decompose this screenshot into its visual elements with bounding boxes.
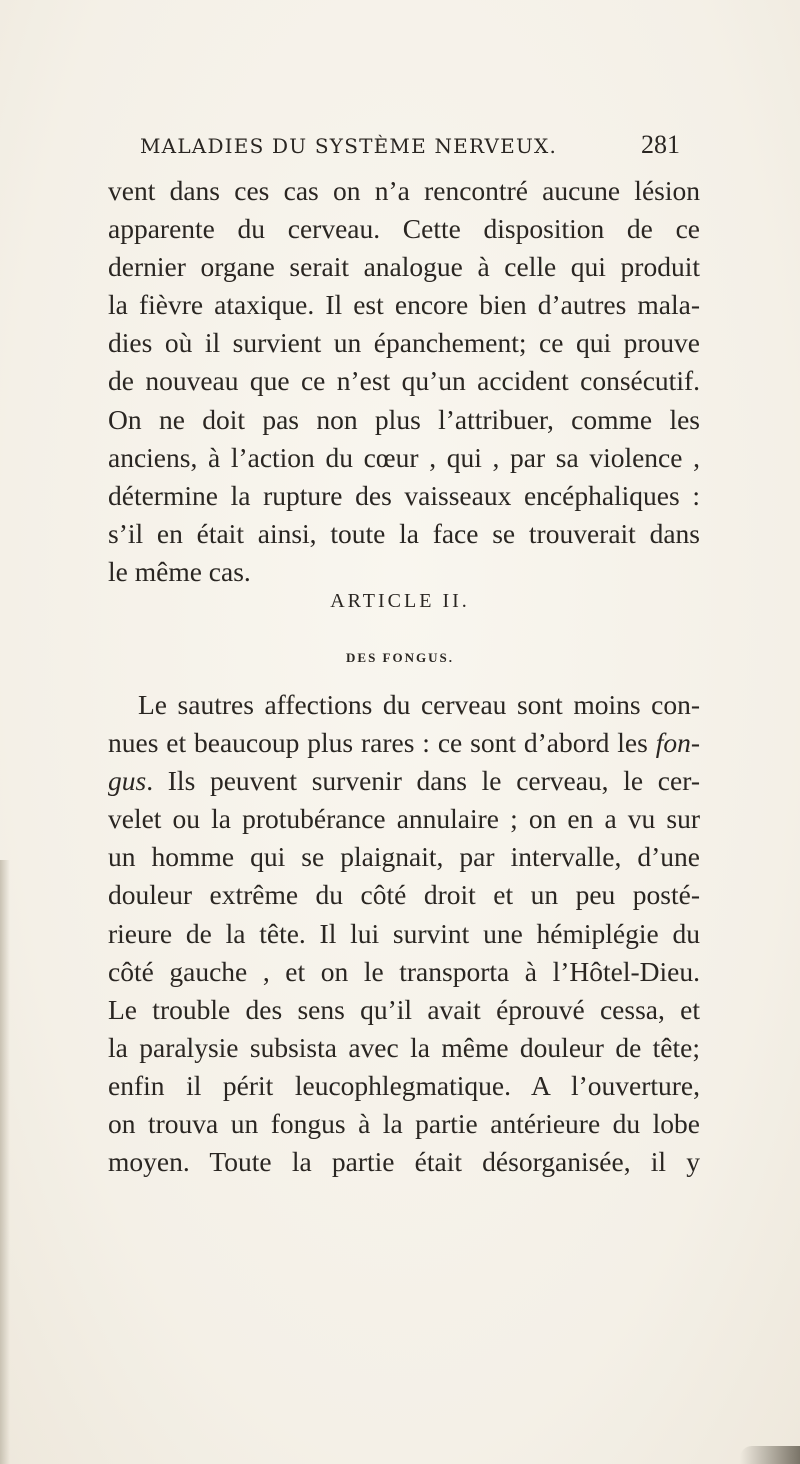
text-line: on trouva un fongus à la partie antérieure du lobe	[108, 1108, 700, 1140]
page-header	[140, 130, 680, 170]
text-line: de nouveau que ce n’est qu’un accident consécutif.	[108, 365, 700, 397]
text-line: détermine la rupture des vaisseaux encéphaliques :	[108, 479, 700, 511]
page-number: 281	[641, 130, 680, 159]
text-line: moyen. Toute la partie était désorganisée, il y	[108, 1146, 700, 1178]
text-line: douleur extrême du côté droit et un peu posté-	[108, 879, 700, 911]
text-line: enfin il périt leucophlegmatique. A l’ouverture,	[108, 1069, 700, 1101]
text-line: apparente du cerveau. Cette disposition de ce	[108, 213, 700, 245]
text-line: vent dans ces cas on n’a rencontré aucune lésion	[108, 175, 700, 206]
page-edge-shadow	[0, 860, 10, 1464]
text-line: rieure de la tête. Il lui survint une hémiplégie du	[108, 917, 700, 949]
text-line: la paralysie subsista avec la même douleur de tête;	[108, 1031, 700, 1063]
corner-stain	[740, 1446, 800, 1464]
article-title: ARTICLE II.	[330, 590, 470, 612]
paragraph-2	[108, 686, 700, 1181]
text-line: On ne doit pas non plus l’attribuer, comme les	[108, 403, 700, 435]
text-line: Le sautres affections du cerveau sont moins con-	[138, 689, 700, 720]
text-line: côté gauche , et on le transporta à l’Hôtel-Dieu.	[108, 955, 700, 987]
text-line: le même cas.	[108, 555, 251, 587]
text-line: anciens, à l’action du cœur , qui , par sa violence ,	[108, 441, 700, 473]
text-line: dernier organe serait analogue à celle qui produit	[108, 251, 700, 283]
text-line: la fièvre ataxique. Il est encore bien d’autres mala-	[108, 289, 700, 321]
text-line: Le trouble des sens qu’il avait éprouvé cessa, et	[108, 993, 700, 1025]
text-line: dies où il survient un épanchement; ce qui prouve	[108, 327, 700, 359]
italic-word: fon-	[655, 727, 700, 759]
italic-word: gus	[108, 765, 147, 797]
text-line	[108, 724, 700, 762]
text-span: . Ils peuvent survenir dans le cerveau, le cer-	[146, 765, 700, 797]
text-line: s’il en était ainsi, toute la face se trouverait dans	[108, 517, 700, 549]
running-head: MALADIES DU SYSTÈME NERVEUX.	[140, 134, 558, 158]
paragraph-1	[108, 172, 700, 591]
text-line: un homme qui se plaignait, par intervalle, d’une	[108, 841, 700, 873]
text-span: nues et beaucoup plus rares : ce sont d’abord les	[108, 727, 656, 759]
text-line	[108, 762, 700, 800]
text-line: velet ou la protubérance annulaire ; on en a vu sur	[108, 803, 700, 835]
section-title: DES FONGUS.	[346, 650, 454, 665]
